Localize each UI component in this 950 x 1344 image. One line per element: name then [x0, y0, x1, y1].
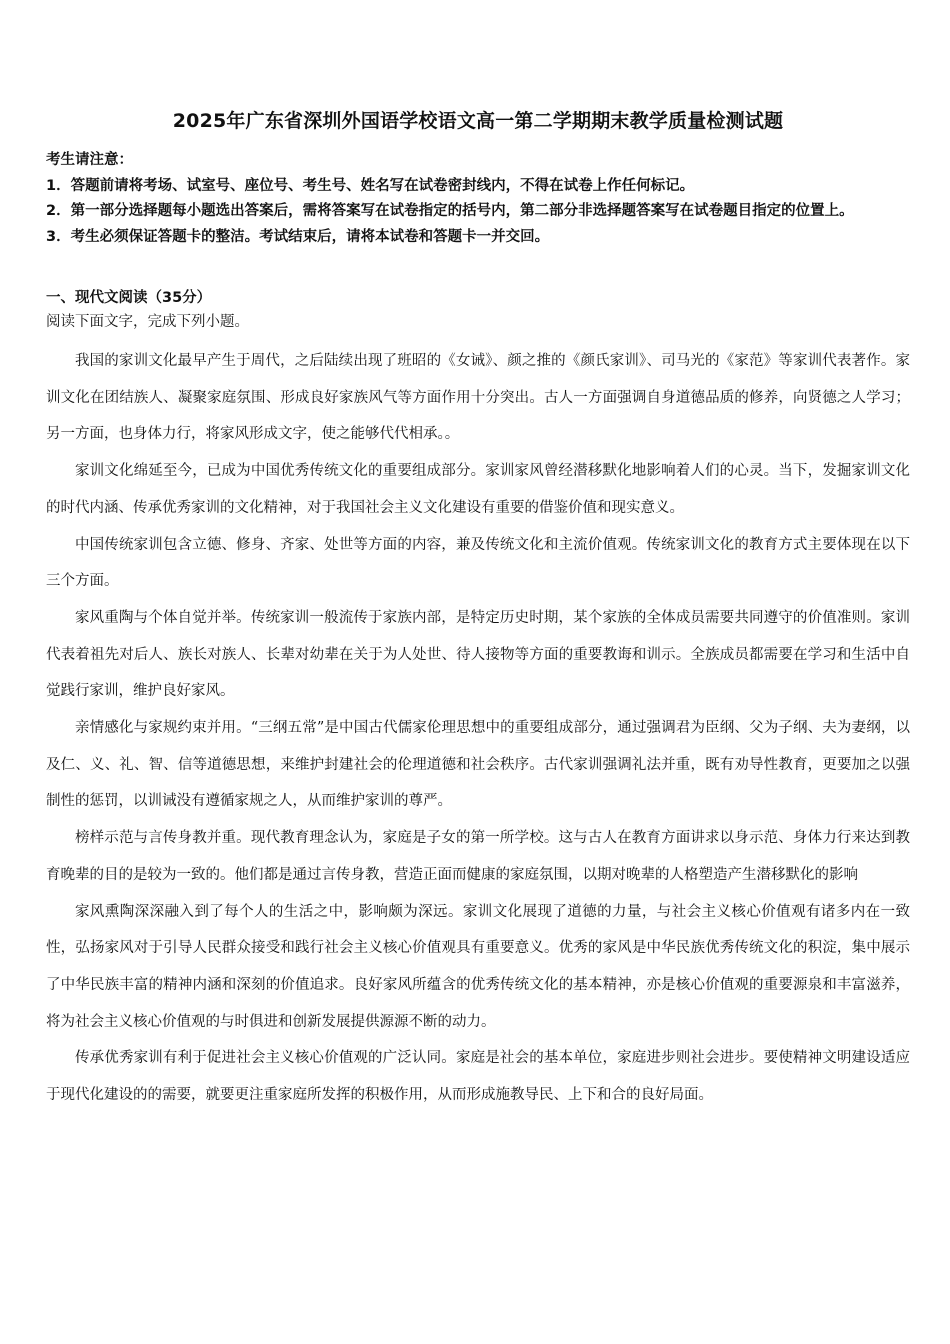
passage-paragraph: 家训文化绵延至今，已成为中国优秀传统文化的重要组成部分。家训家风曾经潜移默化地影响着人们的心灵。当下，发掘家训文化的时代内涵、传承优秀家训的文化精神，对于我国社会主义文化建设有重要的借鉴价值和现实意义。 — [46, 463, 910, 516]
notice-item: 2．第一部分选择题每小题选出答案后，需将答案写在试卷指定的括号内，第二部分非选择题答案写在试卷题目指定的位置上。 — [46, 203, 854, 219]
notice-item: 3．考生必须保证答题卡的整洁。考试结束后，请将本试卷和答题卡一并交回。 — [46, 228, 550, 245]
notice-heading: 考生请注意： — [46, 152, 133, 168]
reading-passage — [46, 343, 910, 1114]
passage-paragraph: 我国的家训文化最早产生于周代，之后陆续出现了班昭的《女诫》、颜之推的《颜氏家训》、司马光的《家范》等家训代表著作。家训文化在团结族人、凝聚家庭氛围、形成良好家族风气等方面作用十分突出。古人一方面强调自身道德品质的修养，向贤德之人学习；另一方面，也身体力行，将家风形成文字，使之能够代代相承。。 — [46, 353, 910, 443]
passage-paragraph: 家风重陶与个体自觉并举。传统家训一般流传于家族内部，是特定历史时期，某个家族的全体成员需要共同遵守的价值准则。家训代表着祖先对后人、族长对族人、长辈对幼辈在关于为人处世、待人接物等方面的重要教诲和训示。全族成员都需要在学习和生活中自觉践行家训，维护良好家风。 — [46, 609, 910, 700]
passage-paragraph: 中国传统家训包含立德、修身、齐家、处世等方面的内容，兼及传统文化和主流价值观。传统家训文化的教育方式主要体现在以下三个方面。 — [46, 536, 910, 590]
exam-title: 2025年广东省深圳外国语学校语文高一第二学期期末教学质量检测试题 — [172, 110, 784, 132]
passage-paragraph: 榜样示范与言传身教并重。现代教育理念认为，家庭是子女的第一所学校。这与古人在教育方面讲求以身示范、身体力行来达到教育晚辈的目的是较为一致的。他们都是通过言传身教，营造正面而健康的家庭氛围，以期对晚辈的人格塑造产生潜移默化的影响 — [46, 830, 910, 883]
notice-item: 1．答题前请将考场、试室号、座位号、考生号、姓名写在试卷密封线内，不得在试卷上作任何标记。 — [46, 177, 695, 194]
passage-paragraph: 家风熏陶深深融入到了每个人的生活之中，影响颇为深远。家训文化展现了道德的力量，与社会主义核心价值观有诸多内在一致性，弘扬家风对于引导人民群众接受和践行社会主义核心价值观具有重要意义。优秀的家风是中华民族优秀传统文化的积淀，集中展示了中华民族丰富的精神内涵和深刻的价值追求。良好家风所蕴含的优秀传统文化的基本精神，亦是核心价值观的重要源泉和丰富滋养，将为社会主义核心价值观的与时俱进和创新发展提供源源不断的动力。 — [46, 903, 910, 1030]
candidate-notice — [46, 148, 910, 250]
passage-paragraph: 亲情感化与家规约束并用。“三纲五常”是中国古代儒家伦理思想中的重要组成部分，通过强调君为臣纲、父为子纲、夫为妻纲，以及仁、义、礼、智、信等道德思想，来维护封建社会的伦理道德和社会秩序。古代家训强调礼法并重，既有劝导性教育，更要加之以强制性的惩罚，以训诫没有遵循家规之人，从而维护家训的尊严。 — [46, 720, 910, 810]
passage-paragraph: 传承优秀家训有利于促进社会主义核心价值观的广泛认同。家庭是社会的基本单位，家庭进步则社会进步。要使精神文明建设适应于现代化建设的的需要，就要更注重家庭所发挥的积极作用，从而形成施教导民、上下和合的良好局面。 — [46, 1050, 910, 1104]
section-heading: 一、现代文阅读（35分） — [46, 290, 212, 306]
section-instruction: 阅读下面文字，完成下列小题。 — [46, 314, 249, 330]
